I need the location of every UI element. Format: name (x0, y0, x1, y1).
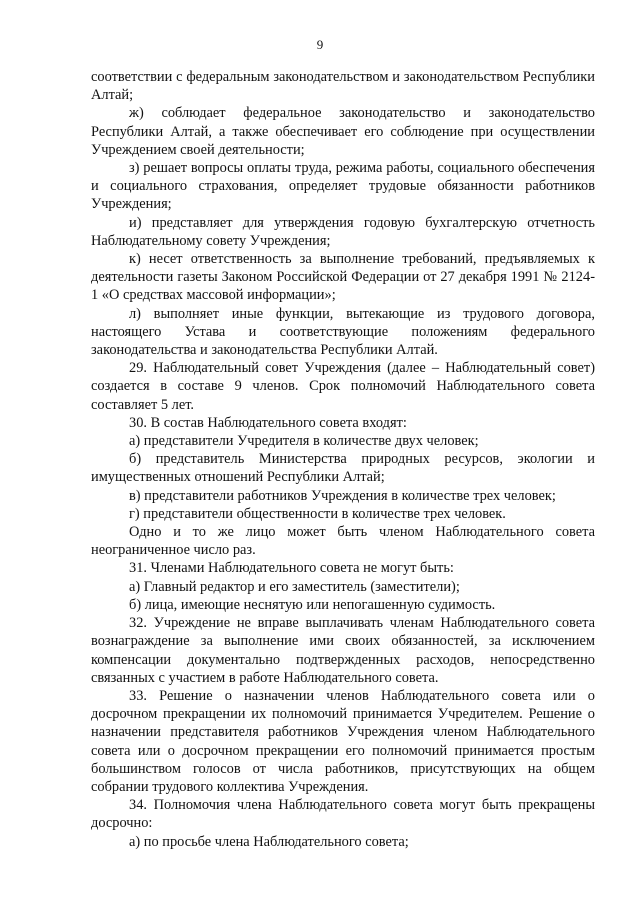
paragraph: б) лица, имеющие неснятую или непогашенную судимость. (129, 596, 496, 613)
paragraph: з) решает вопросы оплаты труда, режима работы, социального обеспечения и социального страхования, определяет трудовые обязанности работников Учреждения; (91, 160, 595, 213)
paragraph: г) представители общественности в количестве трех человек. (129, 505, 506, 522)
paragraph: 31. Членами Наблюдательного совета не могут быть: (129, 560, 454, 577)
paragraph: л) выполняет иные функции, вытекающие из трудового договора, настоящего Устава и соответствующие положениям федерального законодательства и законодательства Республики Алтай. (91, 305, 595, 359)
paragraph: к) несет ответственность за выполнение требований, предъявляемых к деятельности газеты Законом Российской Федерации от 27 декабря 1991 № 2124-1 «О средствах массовой информации»; (91, 251, 595, 304)
paragraph: а) Главный редактор и его заместитель (заместители); (129, 578, 460, 595)
paragraph: а) по просьбе члена Наблюдательного совета; (129, 833, 409, 850)
document-body (91, 68, 595, 851)
paragraph: ж) соблюдает федеральное законодательство и законодательство Республики Алтай, а также обеспечивает его соблюдение при осуществлении Учреждением своей деятельности; (91, 105, 595, 158)
paragraph: 34. Полномочия члена Наблюдательного совета могут быть прекращены досрочно: (91, 797, 595, 832)
paragraph: соответствии с федеральным законодательством и законодательством Республики Алтай; (91, 69, 595, 104)
paragraph: и) представляет для утверждения годовую бухгалтерскую отчетность Наблюдательному совету Учреждения; (91, 214, 595, 249)
paragraph: 32. Учреждение не вправе выплачивать членам Наблюдательного совета вознаграждение за выполнение ими своих обязанностей, за исключением компенсации документально подтвержденных расходов, непосредственно связанных с участием в работе Наблюдательного совета. (91, 615, 595, 686)
page-number: 9 (316, 37, 324, 52)
paragraph: 29. Наблюдательный совет Учреждения (далее – Наблюдательный совет) создается в составе 9 членов. Срок полномочий Наблюдательного совета составляет 5 лет. (91, 360, 595, 413)
paragraph: 33. Решение о назначении членов Наблюдательного совета или о досрочном прекращении их полномочий принимается Учредителем. Решение о назначении представителя работников Учреждения членом Наблюдательного совета или о досрочном прекращении его полномочий принимается простым большинством голосов от числа работников, присутствующих на общем собрании трудового коллектива Учреждения. (91, 687, 595, 795)
paragraph: 30. В состав Наблюдательного совета входят: (129, 414, 407, 431)
paragraph: б) представитель Министерства природных ресурсов, экологии и имущественных отношений Республики Алтай; (91, 451, 595, 486)
paragraph: Одно и то же лицо может быть членом Наблюдательного совета неограниченное число раз. (91, 524, 595, 559)
paragraph: а) представители Учредителя в количестве двух человек; (129, 433, 479, 450)
paragraph: в) представители работников Учреждения в количестве трех человек; (129, 487, 556, 504)
